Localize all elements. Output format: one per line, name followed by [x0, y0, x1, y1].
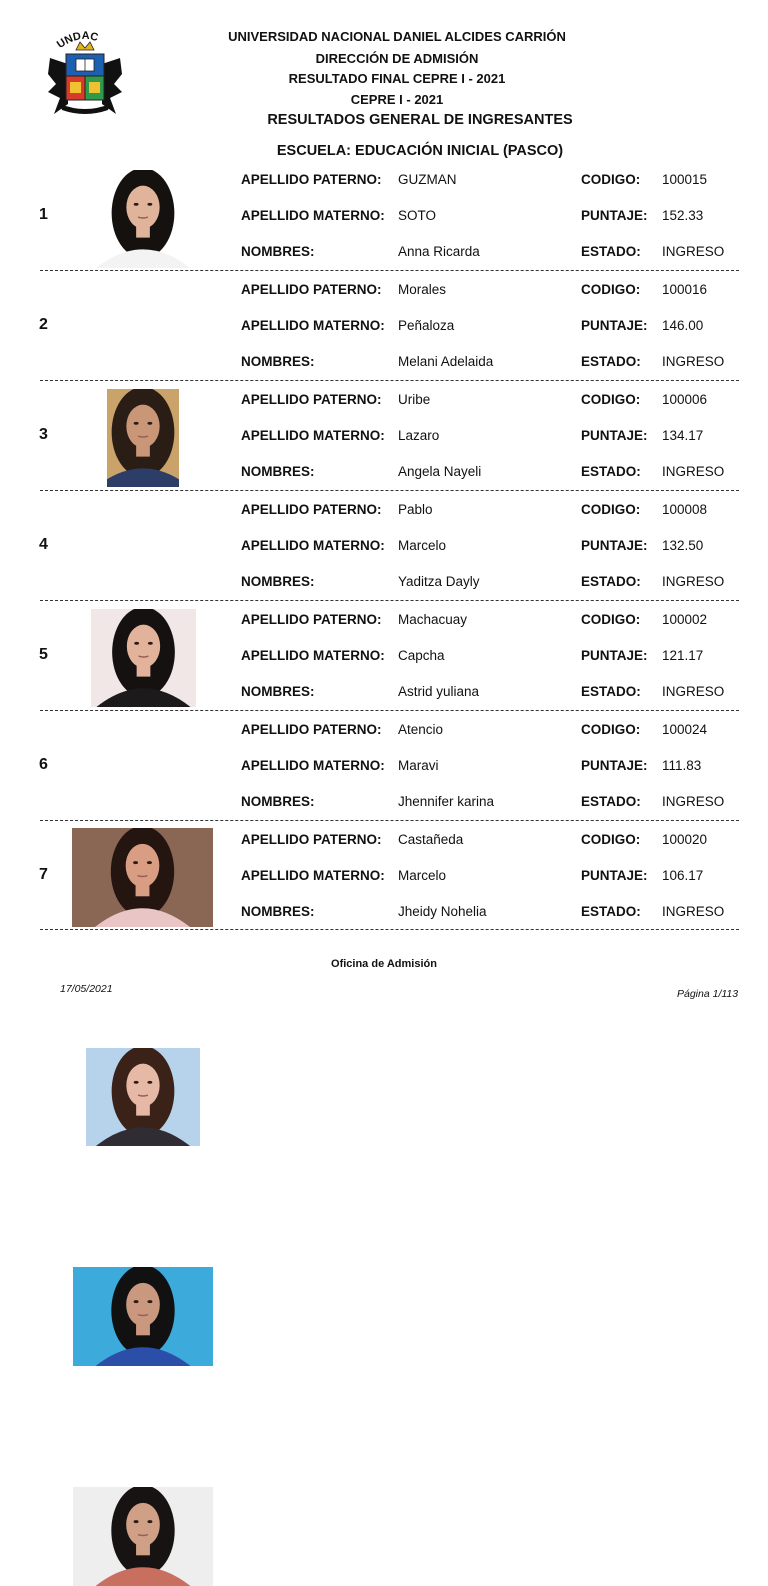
value-code: 100002: [662, 612, 708, 627]
value-maternal: Marcelo: [398, 868, 447, 883]
value-paternal: Castañeda: [398, 832, 464, 847]
student-record: [0, 600, 768, 710]
label-paternal: APELLIDO PATERNO:: [241, 172, 382, 187]
value-names: Anna Ricarda: [398, 244, 480, 259]
value-maternal: Lazaro: [398, 428, 440, 443]
label-score: PUNTAJE:: [581, 428, 648, 443]
label-code: CODIGO:: [581, 392, 641, 407]
student-record: [0, 490, 768, 600]
value-names: Melani Adelaida: [398, 354, 494, 369]
value-score: 106.17: [662, 868, 704, 883]
record-number: 3: [39, 426, 48, 443]
student-record: [0, 380, 768, 490]
label-names: NOMBRES:: [241, 244, 315, 259]
value-code: 100015: [662, 172, 708, 187]
value-status: INGRESO: [662, 684, 725, 699]
footer-page-number: Página 1/113: [677, 988, 739, 1000]
value-status: INGRESO: [662, 244, 725, 259]
label-maternal: APELLIDO MATERNO:: [241, 868, 385, 883]
label-paternal: APELLIDO PATERNO:: [241, 282, 382, 297]
svg-text:UNDAC: UNDAC: [54, 29, 100, 52]
label-score: PUNTAJE:: [581, 538, 648, 553]
label-code: CODIGO:: [581, 722, 641, 737]
final-result-title: RESULTADO FINAL CEPRE I - 2021: [288, 71, 506, 86]
value-maternal: Peñaloza: [398, 318, 455, 333]
label-maternal: APELLIDO MATERNO:: [241, 208, 385, 223]
footer-office: Oficina de Admisión: [331, 958, 437, 970]
label-names: NOMBRES:: [241, 354, 315, 369]
record-separator: [40, 710, 739, 711]
label-code: CODIGO:: [581, 172, 641, 187]
record-separator: [40, 820, 739, 821]
value-paternal: Pablo: [398, 502, 433, 517]
value-score: 132.50: [662, 538, 704, 553]
student-record: [0, 820, 768, 930]
label-maternal: APELLIDO MATERNO:: [241, 538, 385, 553]
label-paternal: APELLIDO PATERNO:: [241, 612, 382, 627]
record-number: 5: [39, 646, 48, 663]
value-maternal: Marcelo: [398, 538, 447, 553]
student-photo: [73, 1267, 213, 1366]
record-separator: [40, 270, 739, 271]
label-status: ESTADO:: [581, 574, 641, 589]
label-code: CODIGO:: [581, 282, 641, 297]
label-status: ESTADO:: [581, 464, 641, 479]
label-score: PUNTAJE:: [581, 318, 648, 333]
label-maternal: APELLIDO MATERNO:: [241, 758, 385, 773]
label-code: CODIGO:: [581, 612, 641, 627]
value-status: INGRESO: [662, 354, 725, 369]
student-photo: [73, 1487, 213, 1586]
value-names: Jhennifer karina: [398, 794, 495, 809]
value-status: INGRESO: [662, 464, 725, 479]
record-separator: [40, 929, 739, 930]
value-names: Angela Nayeli: [398, 464, 482, 479]
value-paternal: Machacuay: [398, 612, 468, 627]
university-name: UNIVERSIDAD NACIONAL DANIEL ALCIDES CARRIÓN: [228, 29, 566, 44]
label-maternal: APELLIDO MATERNO:: [241, 318, 385, 333]
label-names: NOMBRES:: [241, 794, 315, 809]
record-number: 2: [39, 316, 48, 333]
label-names: NOMBRES:: [241, 904, 315, 919]
results-title: RESULTADOS GENERAL DE INGRESANTES: [267, 112, 573, 128]
label-score: PUNTAJE:: [581, 648, 648, 663]
school-title: ESCUELA: EDUCACIÓN INICIAL (PASCO): [276, 143, 564, 159]
label-score: PUNTAJE:: [581, 208, 648, 223]
value-score: 111.83: [662, 758, 702, 773]
label-names: NOMBRES:: [241, 464, 315, 479]
value-paternal: GUZMAN: [398, 172, 457, 187]
value-code: 100016: [662, 282, 708, 297]
label-score: PUNTAJE:: [581, 868, 648, 883]
label-code: CODIGO:: [581, 832, 641, 847]
label-status: ESTADO:: [581, 904, 641, 919]
student-photo: [95, 170, 191, 268]
value-score: 121.17: [662, 648, 704, 663]
value-code: 100006: [662, 392, 708, 407]
value-paternal: Atencio: [398, 722, 444, 737]
value-score: 134.17: [662, 428, 704, 443]
value-status: INGRESO: [662, 794, 725, 809]
record-separator: [40, 490, 739, 491]
label-status: ESTADO:: [581, 684, 641, 699]
student-photo: [86, 1048, 200, 1146]
record-separator: [40, 600, 739, 601]
value-maternal: Capcha: [398, 648, 445, 663]
value-code: 100024: [662, 722, 708, 737]
record-number: 7: [39, 866, 48, 883]
value-names: Jheidy Nohelia: [398, 904, 487, 919]
label-score: PUNTAJE:: [581, 758, 648, 773]
value-maternal: SOTO: [398, 208, 437, 223]
cycle-title: CEPRE I - 2021: [350, 92, 444, 107]
student-record: [0, 710, 768, 820]
label-paternal: APELLIDO PATERNO:: [241, 502, 382, 517]
value-code: 100020: [662, 832, 708, 847]
record-number: 4: [39, 536, 48, 553]
value-names: Astrid yuliana: [398, 684, 480, 699]
label-paternal: APELLIDO PATERNO:: [241, 392, 382, 407]
record-number: 1: [39, 206, 48, 223]
value-status: INGRESO: [662, 574, 725, 589]
label-paternal: APELLIDO PATERNO:: [241, 722, 382, 737]
label-status: ESTADO:: [581, 794, 641, 809]
student-record: [0, 270, 768, 380]
label-names: NOMBRES:: [241, 684, 315, 699]
value-names: Yaditza Dayly: [398, 574, 480, 589]
label-maternal: APELLIDO MATERNO:: [241, 648, 385, 663]
value-score: 146.00: [662, 318, 704, 333]
label-maternal: APELLIDO MATERNO:: [241, 428, 385, 443]
value-status: INGRESO: [662, 904, 725, 919]
record-number: 6: [39, 756, 48, 773]
label-names: NOMBRES:: [241, 574, 315, 589]
student-record: [0, 160, 768, 270]
record-separator: [40, 380, 739, 381]
value-paternal: Uribe: [398, 392, 431, 407]
value-maternal: Maravi: [398, 758, 439, 773]
label-paternal: APELLIDO PATERNO:: [241, 832, 382, 847]
label-code: CODIGO:: [581, 502, 641, 517]
label-status: ESTADO:: [581, 354, 641, 369]
admission-direction: DIRECCIÓN DE ADMISIÓN: [315, 51, 479, 66]
label-status: ESTADO:: [581, 244, 641, 259]
value-code: 100008: [662, 502, 708, 517]
value-paternal: Morales: [398, 282, 447, 297]
footer-date: 17/05/2021: [60, 983, 113, 995]
value-score: 152.33: [662, 208, 704, 223]
